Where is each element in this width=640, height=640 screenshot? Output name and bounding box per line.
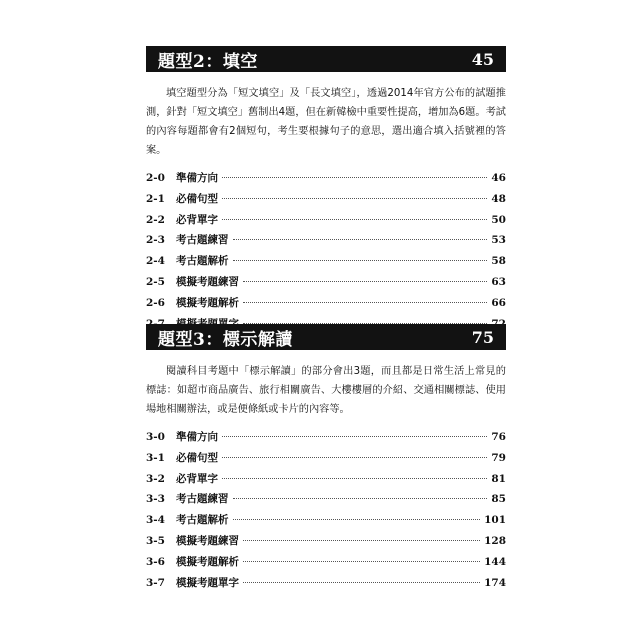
section-banner xyxy=(146,324,506,350)
section-title: 題型2：填空 xyxy=(158,51,258,72)
toc-entry[interactable] xyxy=(146,471,506,492)
toc-entry-page: 76 xyxy=(491,431,506,443)
section-page-number: 75 xyxy=(471,327,494,347)
toc-entry[interactable] xyxy=(146,232,506,253)
dot-leader xyxy=(233,498,488,499)
toc-entry[interactable] xyxy=(146,170,506,191)
dot-leader xyxy=(222,436,487,437)
section-intro: 閱讀科目考題中「標示解讀」的部分會出3題，而且都是日常生活上常見的標誌：如超市商品廣告、旅行相關廣告、大樓樓層的介紹、交通相關標誌、使用場地相關辦法，或是便條紙或卡片的內容等。 xyxy=(146,366,506,415)
toc-entry-page: 53 xyxy=(491,234,506,247)
toc-entry-page: 79 xyxy=(491,451,506,464)
toc-entry[interactable] xyxy=(146,429,506,450)
dot-leader xyxy=(243,582,480,583)
dot-leader xyxy=(243,561,480,562)
toc-entry-number: 2-4 xyxy=(146,255,165,268)
toc-entry-title: 模擬考題練習 xyxy=(176,534,239,547)
toc-entry-page: 144 xyxy=(484,555,506,568)
dot-leader xyxy=(233,260,488,261)
section-intro: 填空題型分為「短文填空」及「長文填空」，透過2014年官方公布的試題推測，針對「短文填空」舊制出4題，但在新韓檢中重要性提高，增加為6題。考試的內容每題都會有2個短句，考生要根據句子的意思，選出適合填入括號裡的答案。 xyxy=(146,88,506,156)
dot-leader xyxy=(243,540,480,541)
toc-entry[interactable] xyxy=(146,212,506,233)
toc-entry[interactable] xyxy=(146,274,506,295)
toc-entry-number: 3-3 xyxy=(146,493,165,506)
dot-leader xyxy=(233,519,481,520)
dot-leader xyxy=(222,457,487,458)
toc-entry[interactable] xyxy=(146,253,506,274)
toc-entry-number: 3-7 xyxy=(146,576,165,589)
toc-entry-number: 2-1 xyxy=(146,192,165,205)
toc-entry-number: 2-2 xyxy=(146,213,165,226)
dot-leader xyxy=(243,302,487,303)
toc-entry-title: 模擬考題解析 xyxy=(176,296,239,309)
toc-entry-number: 3-6 xyxy=(146,555,165,568)
toc-entry-title: 模擬考題單字 xyxy=(176,576,239,589)
toc-entry-page: 48 xyxy=(491,192,506,205)
toc-entry-number: 3-5 xyxy=(146,534,165,547)
toc-entry[interactable] xyxy=(146,295,506,316)
dot-leader xyxy=(243,281,487,282)
toc-entry-title: 必備句型 xyxy=(176,451,218,464)
toc-entry-number: 3-4 xyxy=(146,514,165,527)
dot-leader xyxy=(222,177,487,178)
toc-entry[interactable] xyxy=(146,512,506,533)
toc-entry[interactable] xyxy=(146,191,506,212)
section-page-number: 45 xyxy=(471,49,494,69)
toc-entry[interactable] xyxy=(146,491,506,512)
toc-entry-number: 2-5 xyxy=(146,275,165,288)
dot-leader xyxy=(222,478,487,479)
toc-entry-page: 50 xyxy=(491,213,506,226)
toc-entry-page: 85 xyxy=(491,493,506,506)
toc-entry-number: 2-0 xyxy=(146,172,165,184)
section-type-2 xyxy=(146,46,506,336)
toc-entry[interactable] xyxy=(146,533,506,554)
toc-entry-title: 模擬考題練習 xyxy=(176,275,239,288)
toc-entry-number: 2-3 xyxy=(146,234,165,247)
toc-entry-title: 準備方向 xyxy=(176,172,218,184)
toc-entry-number: 3-2 xyxy=(146,472,165,485)
toc-entry[interactable] xyxy=(146,450,506,471)
toc-entry[interactable] xyxy=(146,575,506,596)
toc-entry-title: 必背單字 xyxy=(176,472,218,485)
toc-entry-title: 模擬考題解析 xyxy=(176,555,239,568)
toc-entry-title: 考古題練習 xyxy=(176,234,229,247)
toc-entry-page: 46 xyxy=(491,172,506,184)
toc-entry-title: 考古題解析 xyxy=(176,514,229,527)
toc-list xyxy=(146,170,506,336)
dot-leader xyxy=(222,219,487,220)
toc-list xyxy=(146,429,506,595)
dot-leader xyxy=(222,198,487,199)
dot-leader xyxy=(233,239,488,240)
toc-entry-page: 81 xyxy=(491,472,506,485)
toc-entry-page: 174 xyxy=(484,576,506,589)
toc-entry-number: 3-1 xyxy=(146,451,165,464)
toc-entry-number: 2-6 xyxy=(146,296,165,309)
toc-entry-title: 必背單字 xyxy=(176,213,218,226)
toc-entry-page: 63 xyxy=(491,275,506,288)
section-type-3 xyxy=(146,324,506,595)
toc-entry-title: 考古題解析 xyxy=(176,255,229,268)
toc-entry-page: 128 xyxy=(484,534,506,547)
toc-entry-title: 必備句型 xyxy=(176,192,218,205)
toc-entry-page: 66 xyxy=(491,296,506,309)
toc-entry-page: 101 xyxy=(484,514,506,527)
toc-entry-number: 3-0 xyxy=(146,431,165,443)
toc-entry-title: 考古題練習 xyxy=(176,493,229,506)
toc-entry[interactable] xyxy=(146,554,506,575)
toc-entry-title: 準備方向 xyxy=(176,431,218,443)
section-title: 題型3：標示解讀 xyxy=(158,329,293,350)
toc-entry-page: 58 xyxy=(491,255,506,268)
section-banner xyxy=(146,46,506,72)
